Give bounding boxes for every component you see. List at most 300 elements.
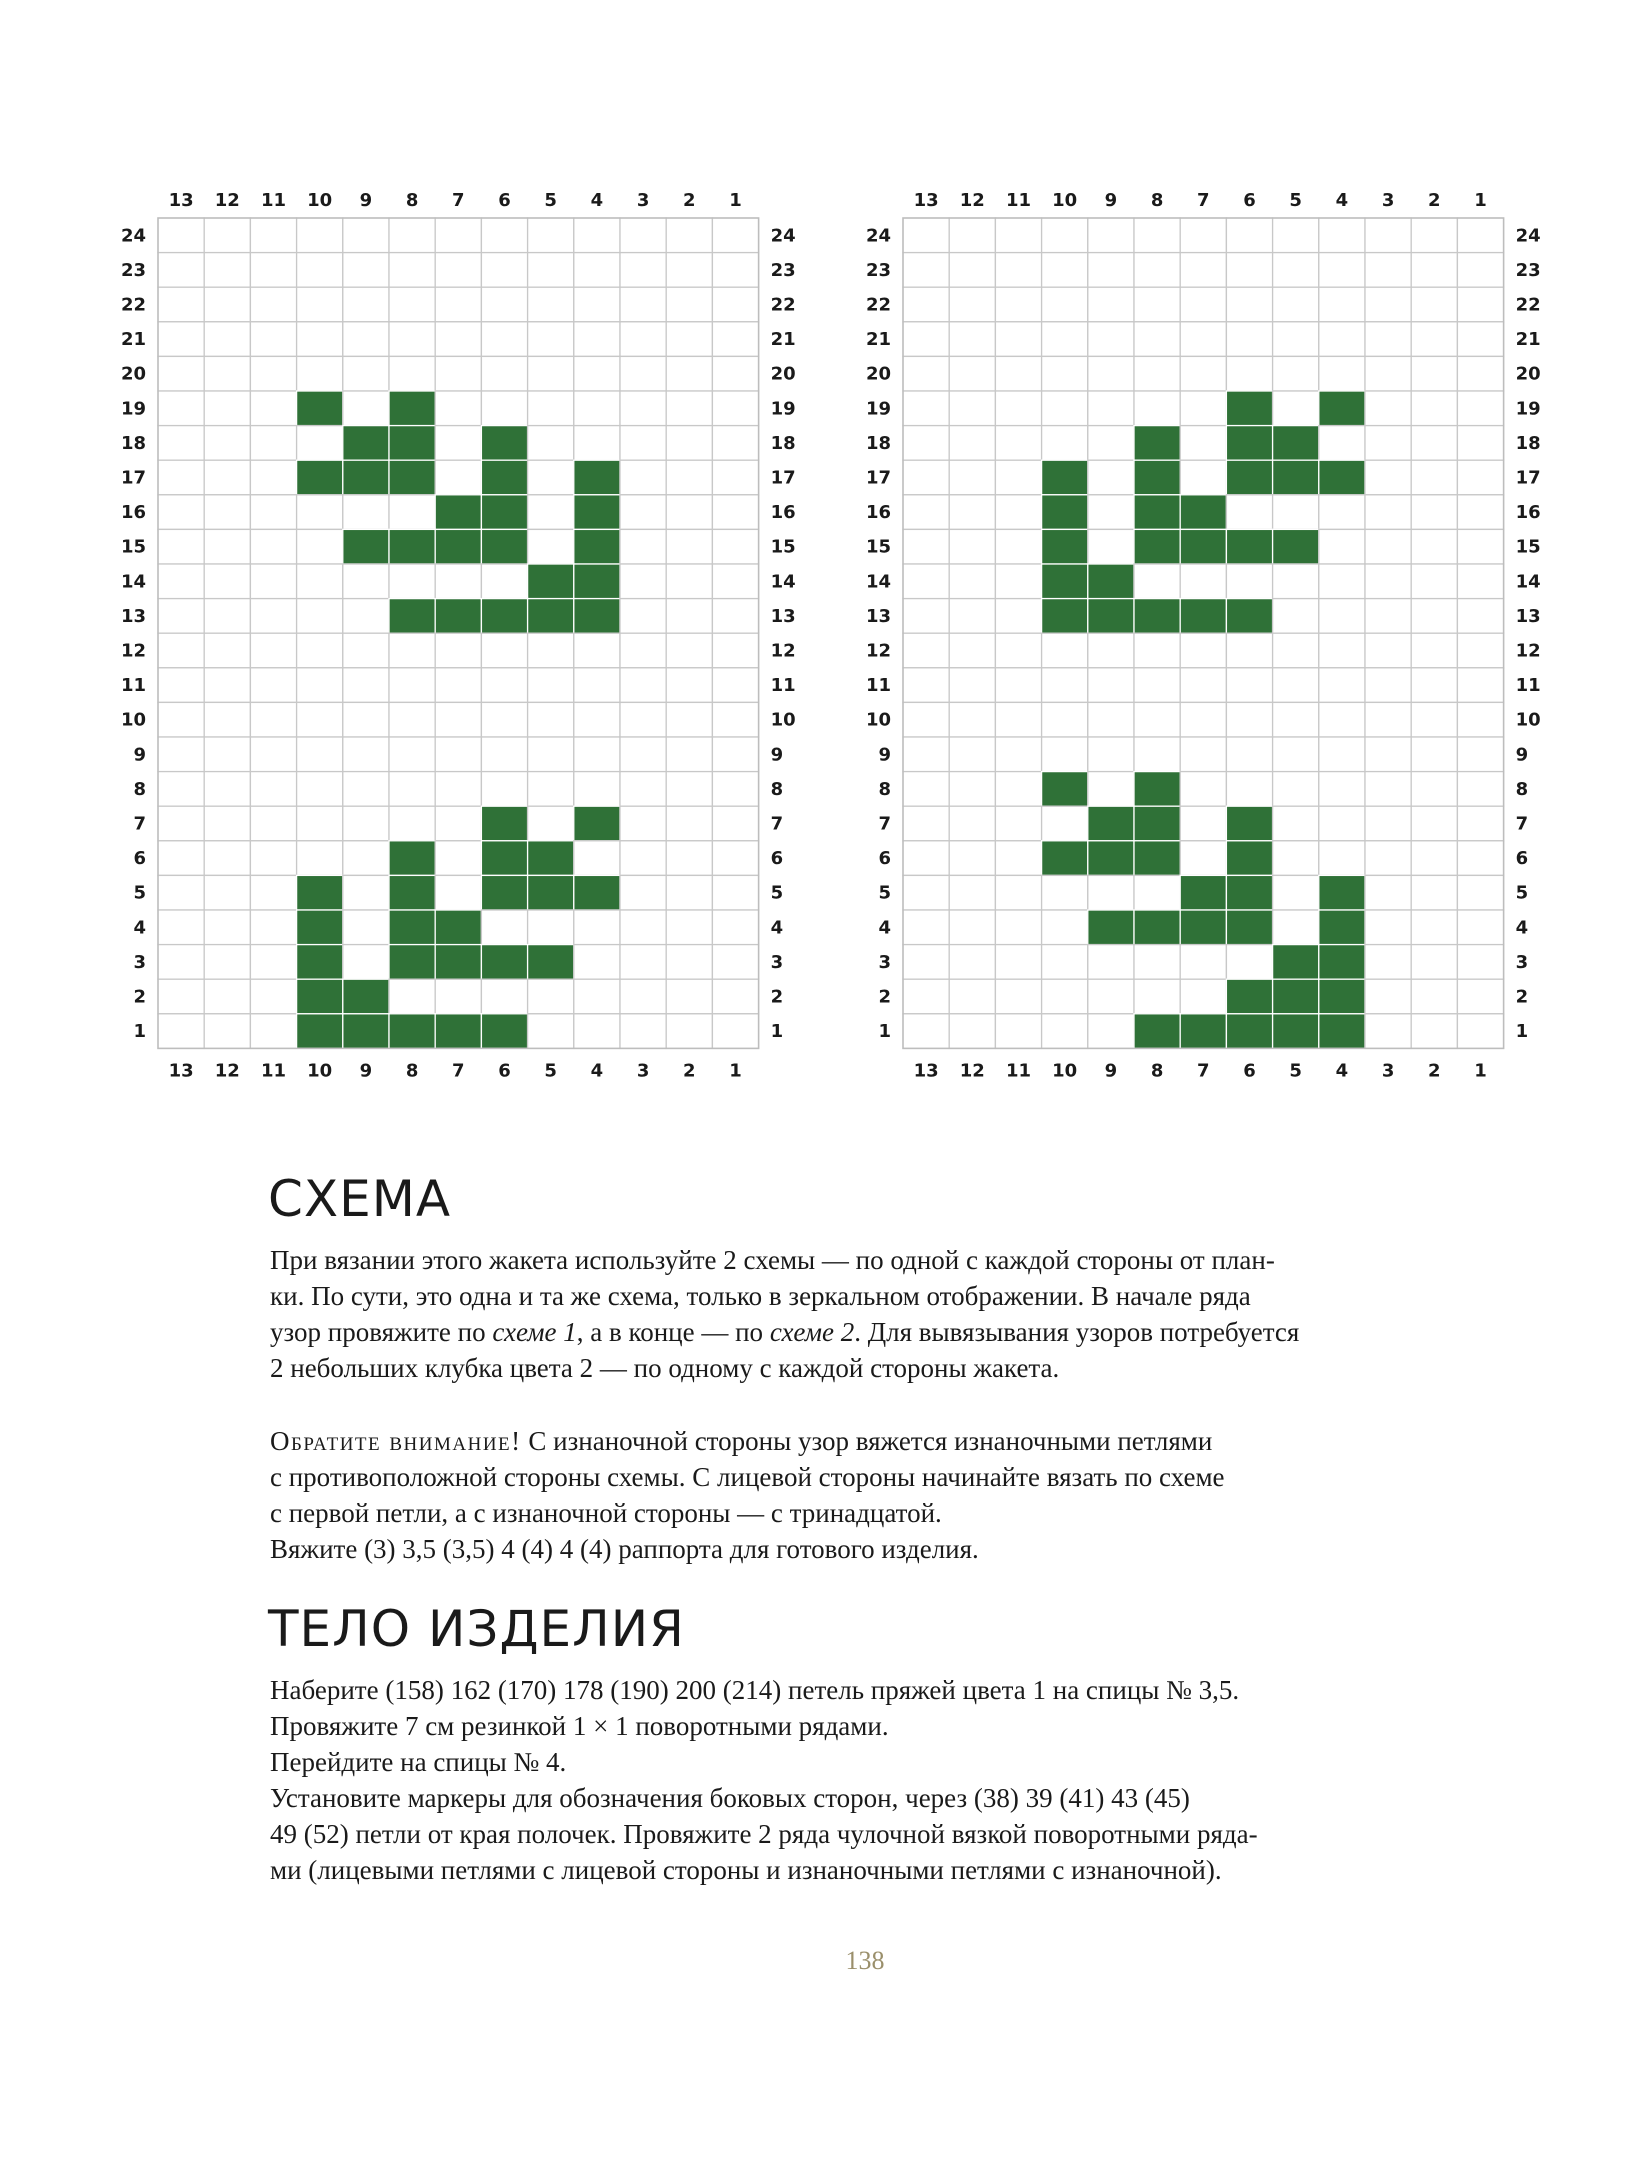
text-run: Вяжите (3) 3,5 (3,5) 4 (4) 4 (4) раппорта для готового изделия. bbox=[270, 1534, 979, 1564]
empty-stitch-cell bbox=[204, 910, 250, 945]
filled-stitch-cell bbox=[435, 945, 481, 980]
empty-stitch-cell bbox=[528, 806, 574, 841]
empty-stitch-cell bbox=[1042, 287, 1088, 322]
text-line bbox=[270, 1531, 1400, 1567]
filled-stitch-cell bbox=[1134, 1014, 1180, 1049]
filled-stitch-cell bbox=[1273, 426, 1319, 461]
empty-stitch-cell bbox=[204, 287, 250, 322]
filled-stitch-cell bbox=[1042, 564, 1088, 599]
filled-stitch-cell bbox=[574, 806, 620, 841]
empty-stitch-cell bbox=[666, 287, 712, 322]
text-run: ми (лицевыми петлями с лицевой стороны и изнаночными петлями с изнаночной). bbox=[270, 1855, 1222, 1885]
column-label-top: 3 bbox=[636, 190, 650, 211]
filled-stitch-cell bbox=[1180, 529, 1226, 564]
column-label-bottom: 1 bbox=[729, 1060, 742, 1082]
empty-stitch-cell bbox=[1042, 426, 1088, 461]
row-label-left: 22 bbox=[120, 294, 146, 316]
empty-stitch-cell bbox=[949, 391, 995, 426]
empty-stitch-cell bbox=[1319, 633, 1365, 668]
filled-stitch-cell bbox=[574, 875, 620, 910]
empty-stitch-cell bbox=[666, 599, 712, 634]
empty-stitch-cell bbox=[1226, 702, 1272, 737]
column-label-top: 12 bbox=[959, 190, 985, 211]
filled-stitch-cell bbox=[574, 529, 620, 564]
empty-stitch-cell bbox=[1457, 218, 1503, 253]
filled-stitch-cell bbox=[1134, 529, 1180, 564]
empty-stitch-cell bbox=[250, 356, 296, 391]
column-label-bottom: 2 bbox=[683, 1060, 696, 1082]
filled-stitch-cell bbox=[1088, 599, 1134, 634]
column-label-top: 1 bbox=[1474, 190, 1487, 211]
filled-stitch-cell bbox=[1226, 1014, 1272, 1049]
empty-stitch-cell bbox=[1180, 460, 1226, 495]
empty-stitch-cell bbox=[949, 910, 995, 945]
empty-stitch-cell bbox=[666, 1014, 712, 1049]
empty-stitch-cell bbox=[528, 426, 574, 461]
empty-stitch-cell bbox=[158, 253, 204, 288]
text-line bbox=[270, 1495, 1400, 1531]
empty-stitch-cell bbox=[995, 806, 1041, 841]
row-label-right: 4 bbox=[1515, 917, 1529, 939]
column-label-top: 12 bbox=[214, 190, 240, 211]
empty-stitch-cell bbox=[528, 495, 574, 530]
empty-stitch-cell bbox=[666, 529, 712, 564]
column-label-top: 9 bbox=[1104, 190, 1118, 211]
column-label-top: 8 bbox=[1150, 190, 1164, 211]
empty-stitch-cell bbox=[1319, 806, 1365, 841]
empty-stitch-cell bbox=[204, 841, 250, 876]
empty-stitch-cell bbox=[204, 391, 250, 426]
row-label-left: 9 bbox=[133, 744, 146, 766]
empty-stitch-cell bbox=[1365, 806, 1411, 841]
empty-stitch-cell bbox=[204, 529, 250, 564]
empty-stitch-cell bbox=[1180, 945, 1226, 980]
empty-stitch-cell bbox=[297, 287, 343, 322]
empty-stitch-cell bbox=[574, 841, 620, 876]
empty-stitch-cell bbox=[435, 253, 481, 288]
filled-stitch-cell bbox=[389, 1014, 435, 1049]
empty-stitch-cell bbox=[1088, 495, 1134, 530]
empty-stitch-cell bbox=[995, 841, 1041, 876]
empty-stitch-cell bbox=[620, 218, 666, 253]
empty-stitch-cell bbox=[389, 772, 435, 807]
row-label-right: 17 bbox=[1515, 467, 1541, 489]
row-label-left: 6 bbox=[878, 848, 891, 870]
filled-stitch-cell bbox=[1042, 529, 1088, 564]
empty-stitch-cell bbox=[903, 702, 949, 737]
column-label-bottom: 13 bbox=[913, 1060, 939, 1082]
empty-stitch-cell bbox=[1042, 910, 1088, 945]
empty-stitch-cell bbox=[903, 218, 949, 253]
filled-stitch-cell bbox=[389, 875, 435, 910]
empty-stitch-cell bbox=[1365, 910, 1411, 945]
row-label-right: 21 bbox=[770, 329, 796, 351]
empty-stitch-cell bbox=[1365, 875, 1411, 910]
empty-stitch-cell bbox=[620, 737, 666, 772]
column-label-top: 6 bbox=[498, 190, 511, 211]
empty-stitch-cell bbox=[1457, 806, 1503, 841]
empty-stitch-cell bbox=[435, 391, 481, 426]
filled-stitch-cell bbox=[389, 841, 435, 876]
empty-stitch-cell bbox=[1411, 564, 1457, 599]
empty-stitch-cell bbox=[1457, 287, 1503, 322]
filled-stitch-cell bbox=[297, 460, 343, 495]
empty-stitch-cell bbox=[1088, 737, 1134, 772]
empty-stitch-cell bbox=[250, 806, 296, 841]
empty-stitch-cell bbox=[949, 599, 995, 634]
empty-stitch-cell bbox=[1180, 218, 1226, 253]
empty-stitch-cell bbox=[1365, 218, 1411, 253]
empty-stitch-cell bbox=[1042, 702, 1088, 737]
filled-stitch-cell bbox=[389, 945, 435, 980]
row-label-right: 5 bbox=[1515, 882, 1529, 904]
empty-stitch-cell bbox=[1042, 1014, 1088, 1049]
filled-stitch-cell bbox=[1134, 841, 1180, 876]
text-run: С изнаночной стороны узор вяжется изнаночными петлями bbox=[521, 1426, 1213, 1456]
empty-stitch-cell bbox=[297, 426, 343, 461]
empty-stitch-cell bbox=[389, 564, 435, 599]
empty-stitch-cell bbox=[903, 529, 949, 564]
filled-stitch-cell bbox=[1088, 806, 1134, 841]
column-label-top: 13 bbox=[913, 190, 939, 211]
filled-stitch-cell bbox=[481, 841, 527, 876]
filled-stitch-cell bbox=[297, 875, 343, 910]
filled-stitch-cell bbox=[1226, 460, 1272, 495]
empty-stitch-cell bbox=[1411, 910, 1457, 945]
empty-stitch-cell bbox=[949, 841, 995, 876]
empty-stitch-cell bbox=[1226, 737, 1272, 772]
empty-stitch-cell bbox=[903, 668, 949, 703]
empty-stitch-cell bbox=[297, 529, 343, 564]
row-label-left: 15 bbox=[120, 536, 146, 558]
empty-stitch-cell bbox=[250, 702, 296, 737]
empty-stitch-cell bbox=[1411, 875, 1457, 910]
empty-stitch-cell bbox=[389, 979, 435, 1014]
empty-stitch-cell bbox=[1411, 426, 1457, 461]
empty-stitch-cell bbox=[1180, 391, 1226, 426]
filled-stitch-cell bbox=[1319, 460, 1365, 495]
empty-stitch-cell bbox=[1042, 875, 1088, 910]
filled-stitch-cell bbox=[1226, 391, 1272, 426]
empty-stitch-cell bbox=[666, 495, 712, 530]
empty-stitch-cell bbox=[712, 356, 758, 391]
empty-stitch-cell bbox=[1457, 253, 1503, 288]
empty-stitch-cell bbox=[250, 460, 296, 495]
empty-stitch-cell bbox=[343, 910, 389, 945]
filled-stitch-cell bbox=[1273, 1014, 1319, 1049]
empty-stitch-cell bbox=[528, 460, 574, 495]
filled-stitch-cell bbox=[343, 529, 389, 564]
empty-stitch-cell bbox=[903, 391, 949, 426]
filled-stitch-cell bbox=[481, 460, 527, 495]
filled-stitch-cell bbox=[1088, 910, 1134, 945]
filled-stitch-cell bbox=[1042, 772, 1088, 807]
empty-stitch-cell bbox=[481, 564, 527, 599]
empty-stitch-cell bbox=[1088, 945, 1134, 980]
empty-stitch-cell bbox=[903, 426, 949, 461]
column-label-bottom: 4 bbox=[590, 1060, 604, 1082]
empty-stitch-cell bbox=[712, 529, 758, 564]
empty-stitch-cell bbox=[995, 599, 1041, 634]
filled-stitch-cell bbox=[1180, 910, 1226, 945]
row-label-right: 23 bbox=[770, 259, 796, 281]
empty-stitch-cell bbox=[1411, 668, 1457, 703]
empty-stitch-cell bbox=[1134, 218, 1180, 253]
text-run: Провяжите 7 см резинкой 1 × 1 поворотными рядами. bbox=[270, 1711, 889, 1741]
empty-stitch-cell bbox=[949, 806, 995, 841]
empty-stitch-cell bbox=[574, 668, 620, 703]
empty-stitch-cell bbox=[1088, 1014, 1134, 1049]
empty-stitch-cell bbox=[435, 460, 481, 495]
empty-stitch-cell bbox=[1411, 356, 1457, 391]
empty-stitch-cell bbox=[158, 564, 204, 599]
row-label-left: 22 bbox=[865, 294, 891, 316]
empty-stitch-cell bbox=[1134, 702, 1180, 737]
empty-stitch-cell bbox=[343, 599, 389, 634]
empty-stitch-cell bbox=[158, 979, 204, 1014]
empty-stitch-cell bbox=[1365, 322, 1411, 357]
empty-stitch-cell bbox=[712, 322, 758, 357]
column-label-bottom: 12 bbox=[959, 1060, 985, 1082]
empty-stitch-cell bbox=[574, 702, 620, 737]
filled-stitch-cell bbox=[481, 529, 527, 564]
empty-stitch-cell bbox=[1411, 495, 1457, 530]
empty-stitch-cell bbox=[995, 633, 1041, 668]
empty-stitch-cell bbox=[204, 495, 250, 530]
empty-stitch-cell bbox=[435, 668, 481, 703]
empty-stitch-cell bbox=[1134, 391, 1180, 426]
empty-stitch-cell bbox=[995, 426, 1041, 461]
empty-stitch-cell bbox=[1180, 772, 1226, 807]
empty-stitch-cell bbox=[343, 806, 389, 841]
empty-stitch-cell bbox=[949, 875, 995, 910]
empty-stitch-cell bbox=[1411, 772, 1457, 807]
empty-stitch-cell bbox=[250, 495, 296, 530]
text-line bbox=[270, 1242, 1400, 1278]
empty-stitch-cell bbox=[389, 218, 435, 253]
empty-stitch-cell bbox=[574, 391, 620, 426]
row-label-right: 7 bbox=[1515, 813, 1529, 835]
empty-stitch-cell bbox=[620, 875, 666, 910]
filled-stitch-cell bbox=[1273, 945, 1319, 980]
empty-stitch-cell bbox=[204, 633, 250, 668]
empty-stitch-cell bbox=[204, 668, 250, 703]
empty-stitch-cell bbox=[949, 737, 995, 772]
row-label-right: 11 bbox=[770, 675, 796, 697]
empty-stitch-cell bbox=[1273, 841, 1319, 876]
row-label-right: 17 bbox=[770, 467, 796, 489]
row-label-left: 19 bbox=[120, 398, 146, 420]
empty-stitch-cell bbox=[1457, 1014, 1503, 1049]
empty-stitch-cell bbox=[1319, 322, 1365, 357]
empty-stitch-cell bbox=[1273, 287, 1319, 322]
row-label-left: 10 bbox=[865, 709, 891, 731]
column-label-top: 11 bbox=[1005, 190, 1032, 211]
text-line bbox=[270, 1816, 1400, 1852]
empty-stitch-cell bbox=[574, 287, 620, 322]
empty-stitch-cell bbox=[528, 218, 574, 253]
empty-stitch-cell bbox=[1457, 529, 1503, 564]
empty-stitch-cell bbox=[297, 737, 343, 772]
empty-stitch-cell bbox=[995, 356, 1041, 391]
empty-stitch-cell bbox=[158, 702, 204, 737]
empty-stitch-cell bbox=[1180, 426, 1226, 461]
filled-stitch-cell bbox=[1042, 495, 1088, 530]
empty-stitch-cell bbox=[712, 668, 758, 703]
empty-stitch-cell bbox=[620, 322, 666, 357]
empty-stitch-cell bbox=[712, 253, 758, 288]
column-label-bottom: 13 bbox=[168, 1060, 194, 1082]
empty-stitch-cell bbox=[1457, 633, 1503, 668]
filled-stitch-cell bbox=[343, 460, 389, 495]
empty-stitch-cell bbox=[903, 495, 949, 530]
filled-stitch-cell bbox=[389, 910, 435, 945]
empty-stitch-cell bbox=[481, 979, 527, 1014]
empty-stitch-cell bbox=[528, 322, 574, 357]
row-label-right: 20 bbox=[1515, 363, 1541, 385]
filled-stitch-cell bbox=[1273, 460, 1319, 495]
empty-stitch-cell bbox=[995, 979, 1041, 1014]
empty-stitch-cell bbox=[1411, 841, 1457, 876]
empty-stitch-cell bbox=[1134, 875, 1180, 910]
text-line bbox=[270, 1278, 1400, 1314]
empty-stitch-cell bbox=[158, 875, 204, 910]
empty-stitch-cell bbox=[250, 564, 296, 599]
empty-stitch-cell bbox=[1273, 806, 1319, 841]
italic-text: схеме 2 bbox=[769, 1317, 855, 1347]
empty-stitch-cell bbox=[435, 287, 481, 322]
text-run: с противоположной стороны схемы. С лицевой стороны начинайте вязать по схеме bbox=[270, 1462, 1225, 1492]
schema-note-paragraph bbox=[270, 1423, 1400, 1567]
text-line bbox=[270, 1350, 1400, 1386]
empty-stitch-cell bbox=[1226, 356, 1272, 391]
empty-stitch-cell bbox=[1365, 287, 1411, 322]
body-instructions-paragraph bbox=[270, 1672, 1400, 1888]
empty-stitch-cell bbox=[250, 599, 296, 634]
empty-stitch-cell bbox=[1180, 979, 1226, 1014]
row-label-left: 7 bbox=[878, 813, 891, 835]
section-heading-body: ТЕЛО ИЗДЕЛИЯ bbox=[268, 1600, 685, 1658]
empty-stitch-cell bbox=[1042, 633, 1088, 668]
empty-stitch-cell bbox=[343, 564, 389, 599]
empty-stitch-cell bbox=[949, 668, 995, 703]
empty-stitch-cell bbox=[250, 979, 296, 1014]
text-run: 49 (52) петли от края полочек. Провяжите 2 ряда чулочной вязкой поворотными ряда- bbox=[270, 1819, 1258, 1849]
empty-stitch-cell bbox=[158, 1014, 204, 1049]
row-label-left: 4 bbox=[878, 917, 891, 939]
row-label-right: 8 bbox=[1515, 778, 1529, 800]
row-label-right: 5 bbox=[770, 882, 784, 904]
empty-stitch-cell bbox=[666, 841, 712, 876]
empty-stitch-cell bbox=[250, 1014, 296, 1049]
empty-stitch-cell bbox=[620, 633, 666, 668]
empty-stitch-cell bbox=[435, 633, 481, 668]
empty-stitch-cell bbox=[435, 426, 481, 461]
empty-stitch-cell bbox=[903, 287, 949, 322]
row-label-left: 3 bbox=[878, 951, 891, 973]
empty-stitch-cell bbox=[620, 702, 666, 737]
empty-stitch-cell bbox=[343, 875, 389, 910]
row-label-right: 15 bbox=[1515, 536, 1541, 558]
filled-stitch-cell bbox=[435, 910, 481, 945]
empty-stitch-cell bbox=[1273, 322, 1319, 357]
row-label-right: 2 bbox=[1515, 986, 1529, 1008]
filled-stitch-cell bbox=[297, 391, 343, 426]
empty-stitch-cell bbox=[712, 737, 758, 772]
column-label-top: 7 bbox=[1197, 190, 1210, 211]
row-label-right: 4 bbox=[770, 917, 784, 939]
empty-stitch-cell bbox=[949, 287, 995, 322]
filled-stitch-cell bbox=[389, 391, 435, 426]
empty-stitch-cell bbox=[903, 979, 949, 1014]
empty-stitch-cell bbox=[1042, 356, 1088, 391]
filled-stitch-cell bbox=[481, 1014, 527, 1049]
empty-stitch-cell bbox=[995, 218, 1041, 253]
empty-stitch-cell bbox=[204, 599, 250, 634]
empty-stitch-cell bbox=[1365, 702, 1411, 737]
empty-stitch-cell bbox=[666, 356, 712, 391]
empty-stitch-cell bbox=[949, 426, 995, 461]
empty-stitch-cell bbox=[1319, 841, 1365, 876]
page-number: 138 bbox=[845, 1946, 885, 1975]
column-label-bottom: 5 bbox=[544, 1060, 557, 1082]
empty-stitch-cell bbox=[343, 841, 389, 876]
empty-stitch-cell bbox=[949, 218, 995, 253]
empty-stitch-cell bbox=[1411, 806, 1457, 841]
row-label-left: 2 bbox=[878, 986, 891, 1008]
empty-stitch-cell bbox=[712, 910, 758, 945]
empty-stitch-cell bbox=[995, 1014, 1041, 1049]
empty-stitch-cell bbox=[204, 356, 250, 391]
empty-stitch-cell bbox=[297, 356, 343, 391]
empty-stitch-cell bbox=[1088, 979, 1134, 1014]
filled-stitch-cell bbox=[297, 945, 343, 980]
empty-stitch-cell bbox=[620, 529, 666, 564]
empty-stitch-cell bbox=[343, 772, 389, 807]
empty-stitch-cell bbox=[1180, 356, 1226, 391]
empty-stitch-cell bbox=[528, 772, 574, 807]
empty-stitch-cell bbox=[1319, 287, 1365, 322]
filled-stitch-cell bbox=[1180, 599, 1226, 634]
empty-stitch-cell bbox=[949, 460, 995, 495]
filled-stitch-cell bbox=[389, 460, 435, 495]
row-label-left: 17 bbox=[120, 467, 146, 489]
empty-stitch-cell bbox=[297, 322, 343, 357]
column-label-bottom: 3 bbox=[1381, 1060, 1395, 1082]
empty-stitch-cell bbox=[666, 253, 712, 288]
empty-stitch-cell bbox=[158, 322, 204, 357]
empty-stitch-cell bbox=[528, 1014, 574, 1049]
row-label-right: 6 bbox=[770, 848, 784, 870]
empty-stitch-cell bbox=[250, 910, 296, 945]
filled-stitch-cell bbox=[1134, 806, 1180, 841]
empty-stitch-cell bbox=[528, 529, 574, 564]
empty-stitch-cell bbox=[574, 772, 620, 807]
empty-stitch-cell bbox=[1273, 495, 1319, 530]
row-label-left: 16 bbox=[120, 502, 146, 524]
empty-stitch-cell bbox=[903, 599, 949, 634]
empty-stitch-cell bbox=[620, 599, 666, 634]
row-label-right: 19 bbox=[770, 398, 796, 420]
row-label-right: 23 bbox=[1515, 259, 1541, 281]
empty-stitch-cell bbox=[666, 806, 712, 841]
empty-stitch-cell bbox=[1319, 218, 1365, 253]
text-line bbox=[270, 1314, 1400, 1350]
empty-stitch-cell bbox=[712, 391, 758, 426]
empty-stitch-cell bbox=[620, 841, 666, 876]
empty-stitch-cell bbox=[1457, 668, 1503, 703]
column-label-top: 5 bbox=[544, 190, 557, 211]
